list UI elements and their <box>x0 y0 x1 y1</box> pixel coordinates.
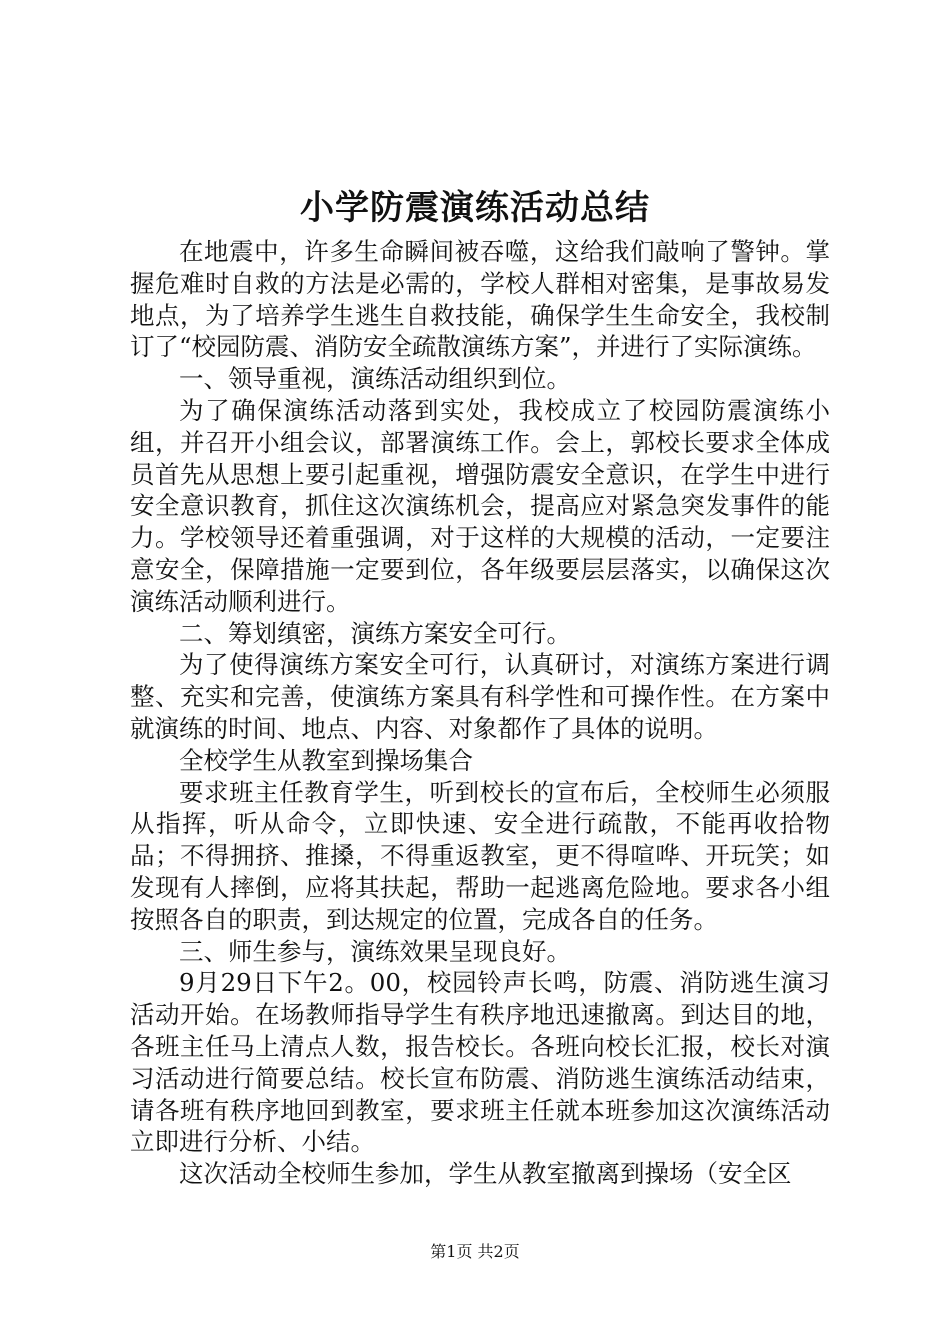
paragraph-requirements: 要求班主任教育学生，听到校长的宣布后，全校师生必须服从指挥，听从命令，立即快速、安全进行疏散，不能再收拾物品；不得拥挤、推搡，不得重返教室，更不得喧哗、开玩笑；如发现有人摔倒，应将其扶起，帮助一起逃离危险地。要求各小组按照各自的职责，到达规定的位置，完成各自的任务。 <box>130 777 830 934</box>
paragraph-continued: 这次活动全校师生参加，学生从教室撤离到操场（安全区 <box>179 1159 792 1189</box>
section-heading-3: 三、师生参与，演练效果呈现良好。 <box>179 936 571 966</box>
paragraph-intro: 在地震中，许多生命瞬间被吞噬，这给我们敲响了警钟。掌握危难时自救的方法是必需的，学校人群相对密集，是事故易发地点，为了培养学生逃生自救技能，确保学生生命安全，我校制订了“校园防震、消防安全疏散演练方案”，并进行了实际演练。 <box>130 237 830 362</box>
document-body <box>130 236 830 1190</box>
paragraph-section-1: 为了确保演练活动落到实处，我校成立了校园防震演练小组，并召开小组会议，部署演练工作。会上，郭校长要求全体成员首先从思想上要引起重视，增强防震安全意识，在学生中进行安全意识教育，抓住这次演练机会，提高应对紧急突发事件的能力。学校领导还着重强调，对于这样的大规模的活动，一定要注意安全，保障措施一定要到位，各年级要层层落实，以确保这次演练活动顺利进行。 <box>130 395 830 616</box>
page-footer: 第1页 共2页 <box>430 1242 520 1261</box>
section-heading-2: 二、筹划缜密，演练方案安全可行。 <box>179 618 571 648</box>
paragraph-section-2: 为了使得演练方案安全可行，认真研讨，对演练方案进行调整、充实和完善，使演练方案具有科学性和可操作性。在方案中就演练的时间、地点、内容、对象都作了具体的说明。 <box>130 650 830 743</box>
document-title: 小学防震演练活动总结 <box>300 188 650 228</box>
subheading-assembly: 全校学生从教室到操场集合 <box>179 745 473 775</box>
section-heading-1: 一、领导重视，演练活动组织到位。 <box>179 364 571 394</box>
paragraph-section-3: 9月29日下午2。00，校园铃声长鸣，防震、消防逃生演习活动开始。在场教师指导学生有秩序地迅速撤离。到达目的地，各班主任马上清点人数，报告校长。各班向校长汇报，校长对演习活动进行简要总结。校长宣布防震、消防逃生演练活动结束，请各班有秩序地回到教室，要求班主任就本班参加这次演练活动立即进行分析、小结。 <box>130 968 830 1157</box>
